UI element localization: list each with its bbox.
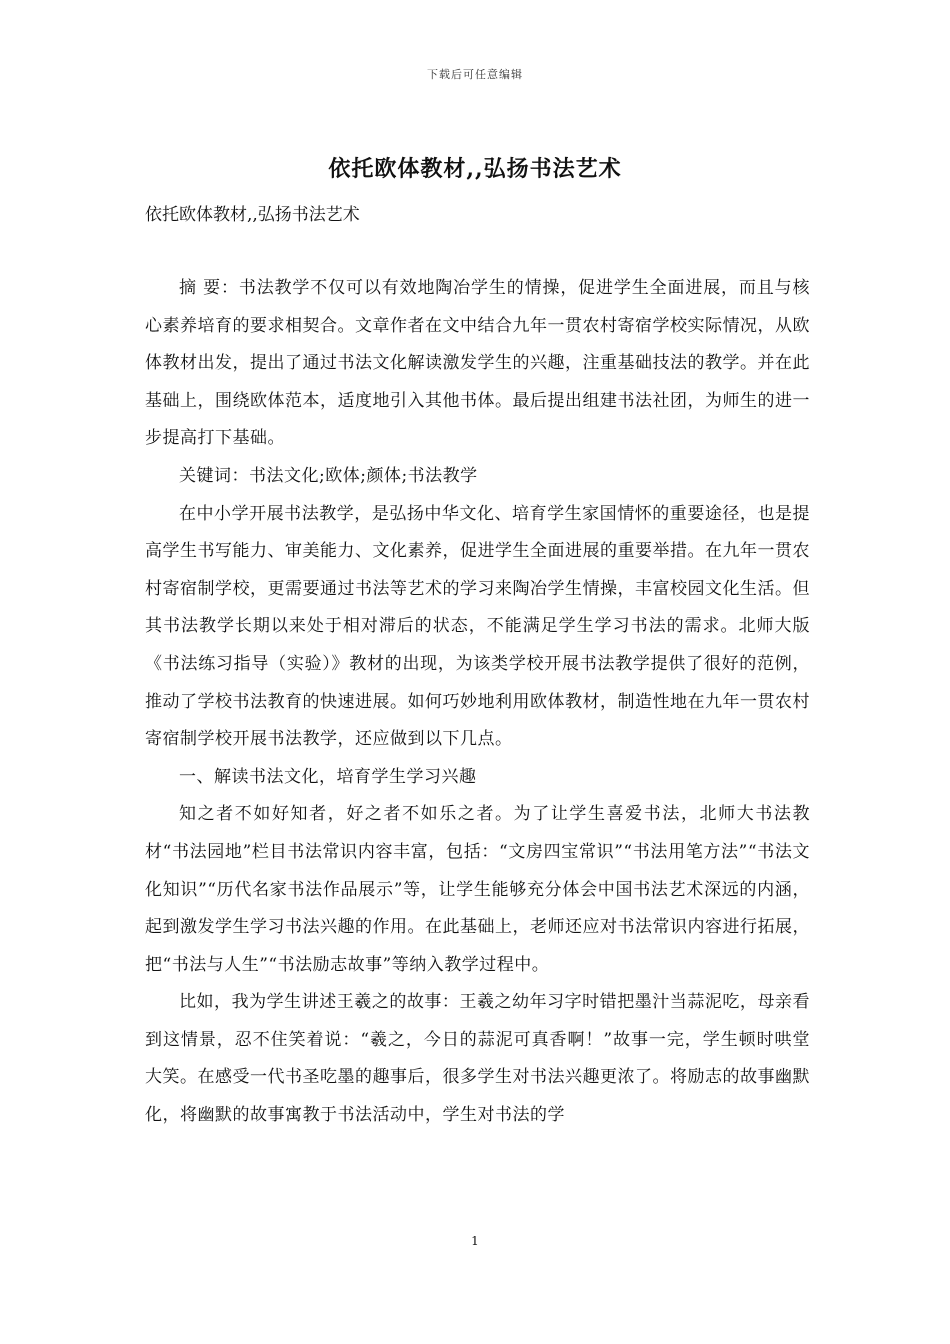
abstract-paragraph: 摘 要：书法教学不仅可以有效地陶冶学生的情操，促进学生全面进展，而且与核心素养培育的要求相契合。文章作者在文中结合九年一贯农村寄宿学校实际情况，从欧体教材出发，提出了通过书法文化解读激发学生的兴趣，注重基础技法的教学。并在此基础上，围绕欧体范本，适度地引入其他书体。最后提出组建书法社团，为师生的进一步提高打下基础。 <box>145 278 810 449</box>
section-paragraph: 知之者不如好知者，好之者不如乐之者。为了让学生喜爱书法，北师大书法教材“书法园地”栏目书法常识内容丰富，包括：“文房四宝常识”“书法用笔方法”“书法文化知识”“历代名家书法作品展示”等，让学生能够充分体会中国书法艺术深远的内涵，起到激发学生学习书法兴趣的作用。在此基础上，老师还应对书法常识内容进行拓展，把“书法与人生”“书法励志故事”等纳入教学过程中。 <box>145 804 810 975</box>
example-paragraph: 比如，我为学生讲述王羲之的故事：王羲之幼年习字时错把墨汁当蒜泥吃，母亲看到这情景，忍不住笑着说：“羲之，今日的蒜泥可真香啊！”故事一完，学生顿时哄堂大笑。在感受一代书圣吃墨的趣事后，很多学生对书法兴趣更浓了。将励志的故事幽默化，将幽默的故事寓教于书法活动中，学生对书法的学 <box>145 992 810 1126</box>
section-heading-1: 一、解读书法文化，培育学生学习兴趣 <box>179 766 477 787</box>
intro-paragraph: 在中小学开展书法教学，是弘扬中华文化、培育学生家国情怀的重要途径，也是提高学生书写能力、审美能力、文化素养，促进学生全面进展的重要举措。在九年一贯农村寄宿制学校，更需要通过书法等艺术的学习来陶冶学生情操，丰富校园文化生活。但其书法教学长期以来处于相对滞后的状态，不能满足学生学习书法的需求。北师大版《书法练习指导（实验）》教材的出现，为该类学校开展书法教学提供了很好的范例，推动了学校书法教育的快速进展。如何巧妙地利用欧体教材，制造性地在九年一贯农村寄宿制学校开展书法教学，还应做到以下几点。 <box>145 503 810 750</box>
page-number: 1 <box>471 1234 479 1248</box>
document-subtitle: 依托欧体教材,,弘扬书法艺术 <box>145 205 360 225</box>
keywords-paragraph: 关键词：书法文化;欧体;颜体;书法教学 <box>179 465 478 486</box>
header-note: 下载后可任意编辑 <box>427 68 523 81</box>
body-text <box>145 270 810 1135</box>
document-title: 依托欧体教材,,弘扬书法艺术 <box>328 156 622 182</box>
